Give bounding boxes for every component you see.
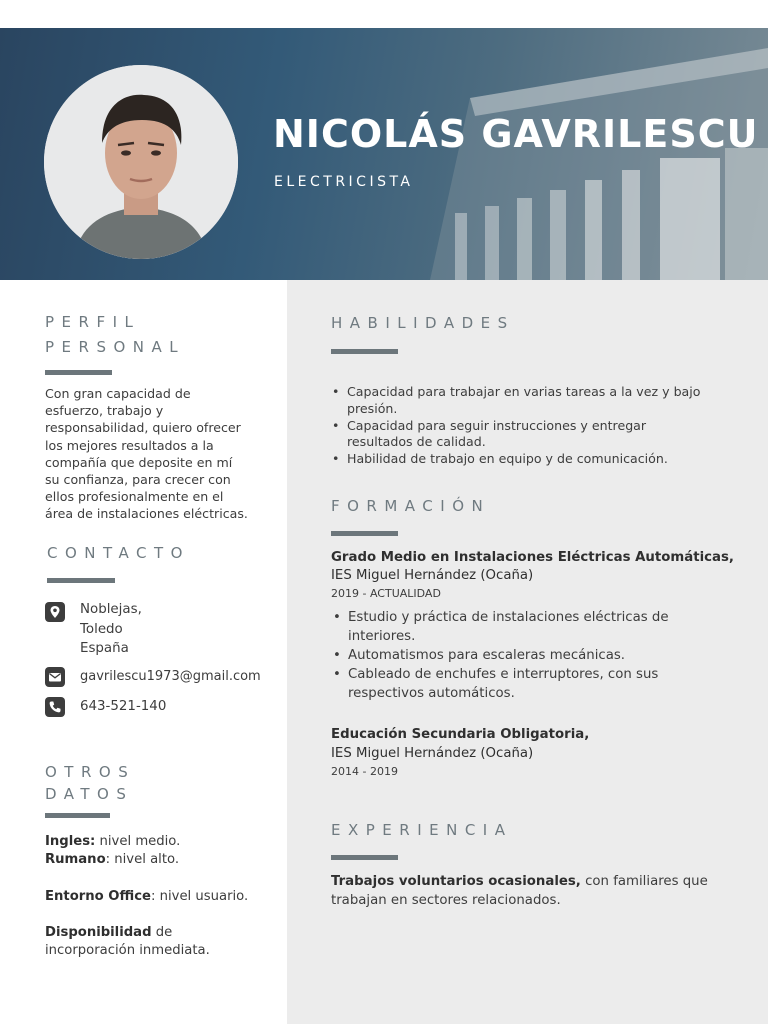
skills-list [331,384,751,468]
formacion-item: • Cableado de enchufes e interruptores, con sus respectivos automáticos. [332,665,732,703]
formacion-1-title: Grado Medio en Instalaciones Eléctricas Automáticas, [331,550,734,565]
candidate-role: ELECTRICISTA [274,174,414,190]
disp-value: de [151,925,173,940]
otros-heading-line1: OTROS [45,763,136,781]
contacto-heading: CONTACTO [47,544,190,562]
otros-heading-line2: DATOS [45,785,134,803]
formacion-item: • Automatismos para escaleras mecánicas. [332,646,732,665]
perfil-line: Con gran capacidad de [45,386,191,401]
experiencia-line2: trabajan en sectores relacionados. [331,892,561,908]
rumano-label: Rumano [45,852,106,867]
perfil-line: área de instalaciones eléctricas. [45,506,248,522]
experiencia-rest: con familiares que [580,874,708,889]
language-ingles [45,833,180,851]
contact-phone[interactable]: 643-521-140 [80,699,167,714]
perfil-line: ellos profesionalmente en el [45,489,224,505]
skill-item: • Capacidad para seguir instrucciones y entregar resultados de calidad. [331,418,751,452]
otros-divider [45,813,110,818]
experiencia-text [331,873,708,910]
mail-icon [45,667,65,687]
perfil-line: compañía que deposite en mí [45,454,233,470]
formacion-1-dates: 2019 - ACTUALIDAD [331,587,441,600]
disponibilidad-block [45,924,210,960]
experiencia-bold: Trabajos voluntarios ocasionales, [331,874,581,889]
profile-photo [44,65,238,259]
formacion-1-school: IES Miguel Hernández (Ocaña) [331,568,534,583]
perfil-heading-line1: PERFIL [45,313,141,331]
office-line [45,888,248,906]
perfil-text [45,385,280,523]
phone-icon [45,697,65,717]
contact-email[interactable]: gavrilescu1973@gmail.com [80,669,261,684]
rumano-value: : nivel alto. [105,852,180,867]
formacion-2-dates: 2014 - 2019 [331,765,398,778]
skill-item: • Capacidad para trabajar en varias tareas a la vez y bajo presión. [331,384,751,418]
perfil-heading-line2: PERSONAL [45,338,186,356]
perfil-line: esfuerzo, trabajo y [45,403,164,419]
language-rumano [45,851,180,869]
habilidades-heading: HABILIDADES [331,314,515,332]
formacion-2-title: Educación Secundaria Obligatoria, [331,727,590,742]
address-line: Toledo [80,621,123,637]
formacion-item: • Estudio y práctica de instalaciones eléctricas de interiores. [332,608,732,646]
disp-line2: incorporación inmediata. [45,943,210,958]
perfil-line: su confianza, para crecer con [45,472,231,488]
formacion-2-school: IES Miguel Hernández (Ocaña) [331,746,534,761]
formacion-1-list [332,608,732,703]
perfil-line: los mejores resultados a la [45,437,214,453]
address-line: España [80,641,129,656]
office-label: Entorno Office [45,889,151,904]
formacion-heading: FORMACIÓN [331,497,491,515]
contacto-divider [47,578,115,583]
address-line: Noblejas, [80,602,142,617]
experiencia-heading: EXPERIENCIA [331,821,513,839]
habilidades-divider [331,349,398,354]
disp-label: Disponibilidad [45,925,152,940]
formacion-divider [331,531,398,536]
perfil-divider [45,370,112,375]
candidate-name: NICOLÁS GAVRILESCU [273,112,759,156]
ingles-label: Ingles: [45,834,96,849]
ingles-value: nivel medio. [95,834,181,849]
perfil-line: responsabilidad, quiero ofrecer [45,420,241,436]
languages-block [45,833,180,869]
experiencia-divider [331,855,398,860]
office-value: : nivel usuario. [150,889,249,904]
contact-address [80,600,142,659]
skill-item: • Habilidad de trabajo en equipo y de comunicación. [331,451,751,468]
header-banner [0,28,768,280]
location-pin-icon [45,602,65,622]
